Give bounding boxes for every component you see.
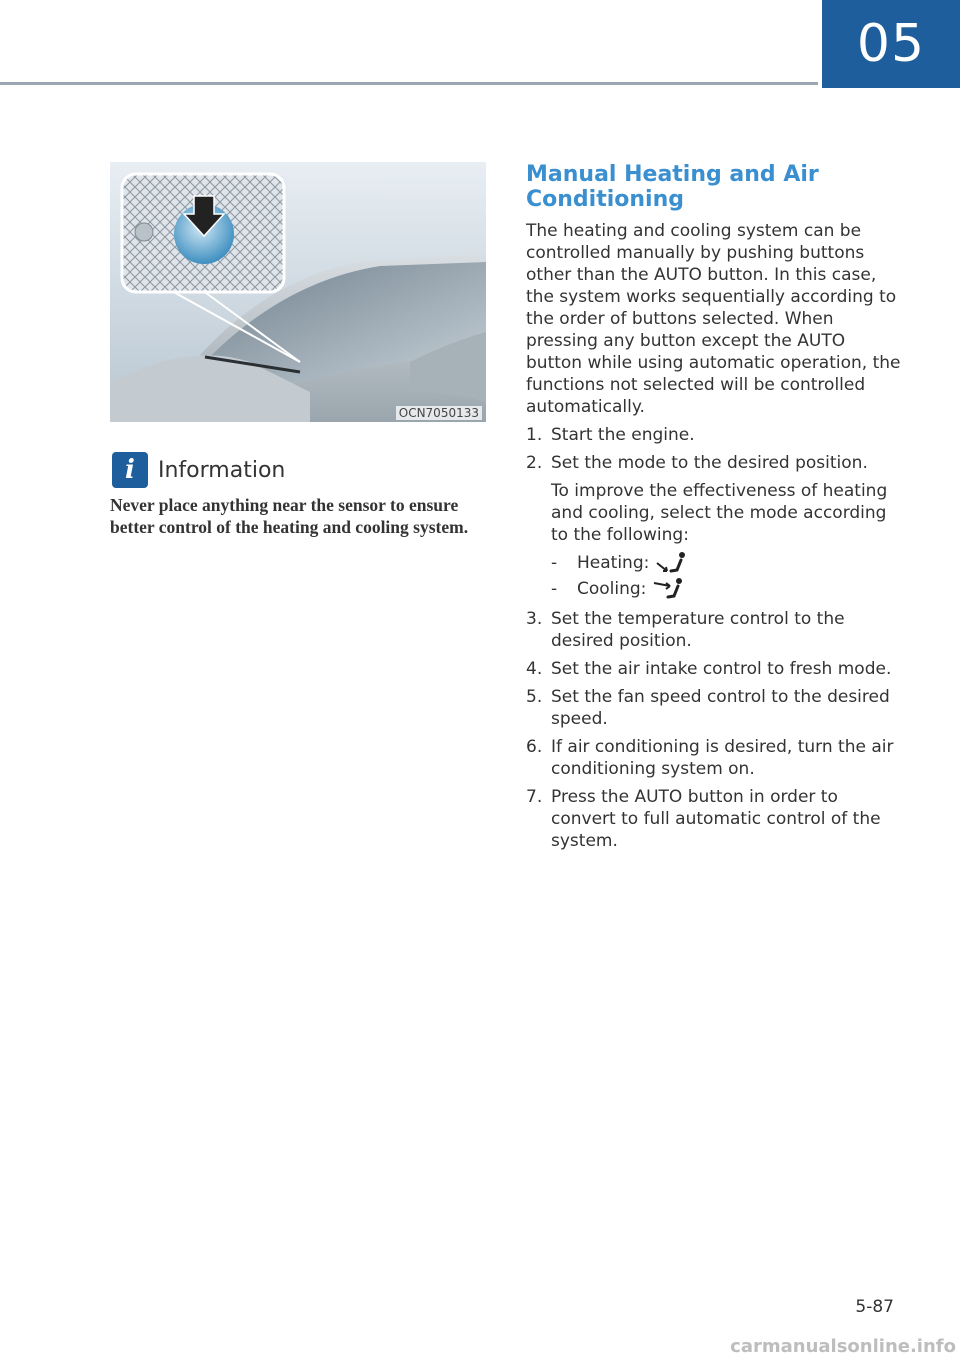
step-text: If air conditioning is desired, turn the air conditioning system on.	[551, 737, 894, 779]
windshield-sensor-illustration	[110, 162, 486, 422]
step-number: 1.	[526, 425, 543, 445]
cooling-mode-item	[551, 576, 906, 602]
step-text: Set the temperature control to the desired position.	[551, 609, 845, 651]
dash: -	[551, 553, 558, 573]
figure-code: OCN7050133	[396, 406, 482, 420]
header-rule	[0, 82, 818, 85]
heating-mode-item	[551, 550, 906, 576]
step-text: Press the AUTO button in order to convert to full automatic control of the system.	[551, 787, 881, 851]
list-item	[526, 608, 906, 652]
chapter-tab: 05	[822, 0, 960, 88]
list-item	[526, 424, 906, 446]
list-item	[526, 452, 906, 602]
information-header	[112, 452, 285, 488]
floor-mode-icon	[655, 551, 689, 575]
step-number: 4.	[526, 659, 543, 679]
step-number: 2.	[526, 453, 543, 473]
watermark: carmanualsonline.info	[730, 1336, 956, 1357]
section-title: Manual Heating and Air Conditioning	[526, 162, 819, 212]
subitem-label: Cooling:	[577, 579, 647, 599]
sensor-location-figure	[110, 162, 486, 422]
list-item	[526, 686, 906, 730]
subitem-label: Heating:	[577, 553, 650, 573]
step-number: 7.	[526, 787, 543, 807]
step-number: 6.	[526, 737, 543, 757]
list-item	[526, 786, 906, 852]
step-text: Set the mode to the desired position.	[551, 453, 868, 473]
manual-heating-section	[526, 162, 906, 858]
step-number: 3.	[526, 609, 543, 629]
step-text: Start the engine.	[551, 425, 695, 445]
step-note: To improve the effectiveness of heating and cooling, select the mode according to the following:	[551, 481, 888, 545]
mode-subitems	[551, 550, 906, 602]
step-text: Set the fan speed control to the desired speed.	[551, 687, 890, 729]
page-number: 5-87	[855, 1297, 894, 1317]
step-number: 5.	[526, 687, 543, 707]
section-intro: The heating and cooling system can be controlled manually by pushing buttons other than the AUTO button. In this case, the system works sequentially according to the order of buttons selected. When pressing any button except the AUTO button while using automatic operation, the functions not selected will be controlled automatically.	[526, 221, 901, 417]
steps-list	[526, 424, 906, 852]
list-item	[526, 658, 906, 680]
information-title: Information	[158, 457, 286, 483]
step-text: Set the air intake control to fresh mode.	[551, 659, 892, 679]
info-icon: i	[112, 452, 148, 488]
dash: -	[551, 579, 558, 599]
face-mode-icon	[652, 577, 686, 601]
information-body: Never place anything near the sensor to ensure better control of the heating and cooling system.	[110, 495, 469, 537]
list-item	[526, 736, 906, 780]
